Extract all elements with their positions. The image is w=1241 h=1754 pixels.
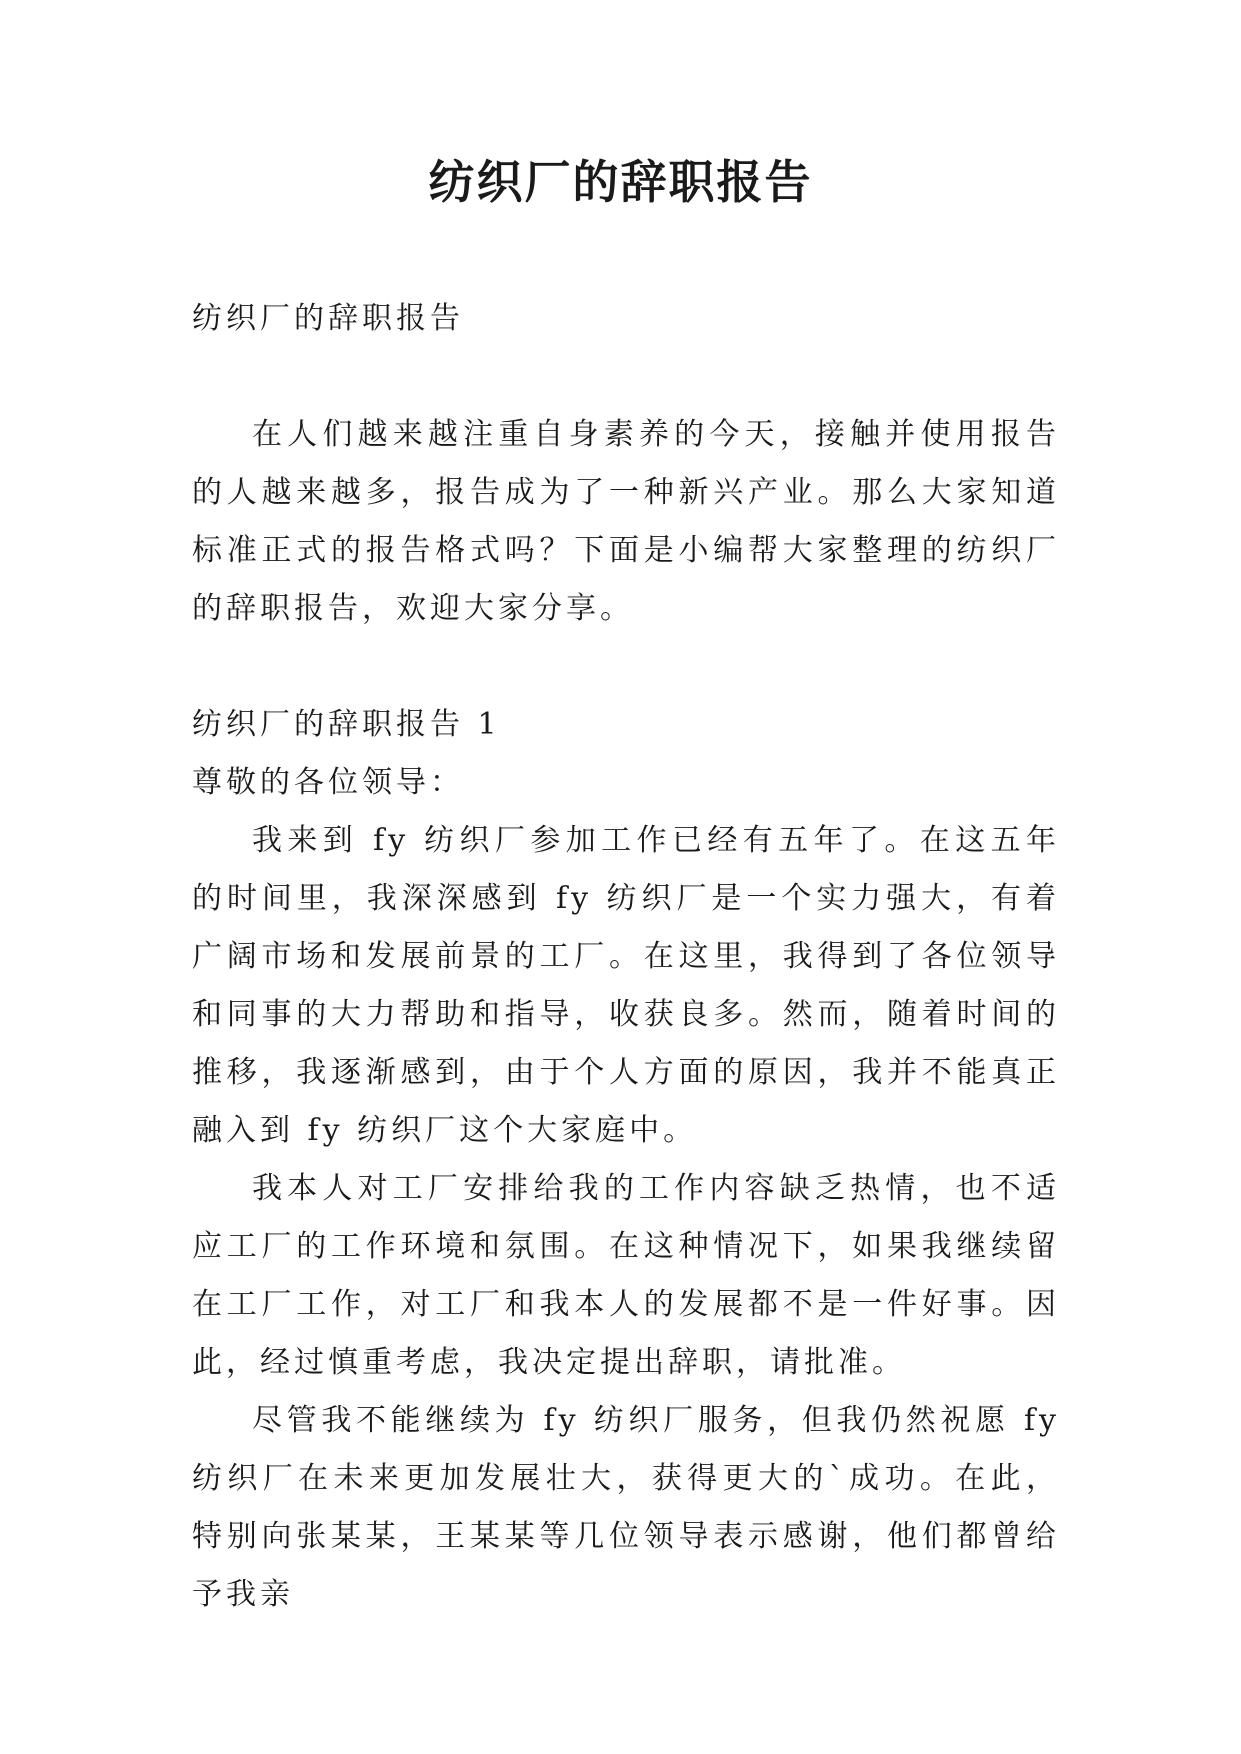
body-paragraph-3: 尽管我不能继续为 fy 纺织厂服务，但我仍然祝愿 fy 纺织厂在未来更加发展壮大，获得更大的`成功。在此，特别向张某某，王某某等几位领导表示感谢，他们都曾给予我亲 bbox=[192, 1403, 1060, 1612]
document-subtitle: 纺织厂的辞职报告 bbox=[192, 301, 464, 336]
document-body bbox=[192, 290, 1060, 1624]
document-title: 纺织厂的辞职报告 bbox=[428, 155, 813, 209]
spacer bbox=[192, 348, 1060, 406]
body-paragraph-2: 我本人对工厂安排给我的工作内容缺乏热情，也不适应工厂的工作环境和氛围。在这种情况下，如果我继续留在工厂工作，对工厂和我本人的发展都不是一件好事。因此，经过慎重考虑，我决定提出辞职，请批准。 bbox=[192, 1171, 1060, 1380]
salutation: 尊敬的各位领导： bbox=[192, 765, 464, 800]
body-paragraph-1: 我来到 fy 纺织厂参加工作已经有五年了。在这五年的时间里，我深深感到 fy 纺织厂是一个实力强大，有着广阔市场和发展前景的工厂。在这里，我得到了各位领导和同事的大力帮助和指导，收获良多。然而，随着时间的推移，我逐渐感到，由于个人方面的原因，我并不能真正融入到 fy 纺织厂这个大家庭中。 bbox=[192, 823, 1060, 1148]
section-heading: 纺织厂的辞职报告 1 bbox=[192, 707, 501, 742]
spacer bbox=[192, 638, 1060, 696]
intro-paragraph: 在人们越来越注重自身素养的今天，接触并使用报告的人越来越多，报告成为了一种新兴产业。那么大家知道标准正式的报告格式吗？下面是小编帮大家整理的纺织厂的辞职报告，欢迎大家分享。 bbox=[192, 417, 1060, 626]
